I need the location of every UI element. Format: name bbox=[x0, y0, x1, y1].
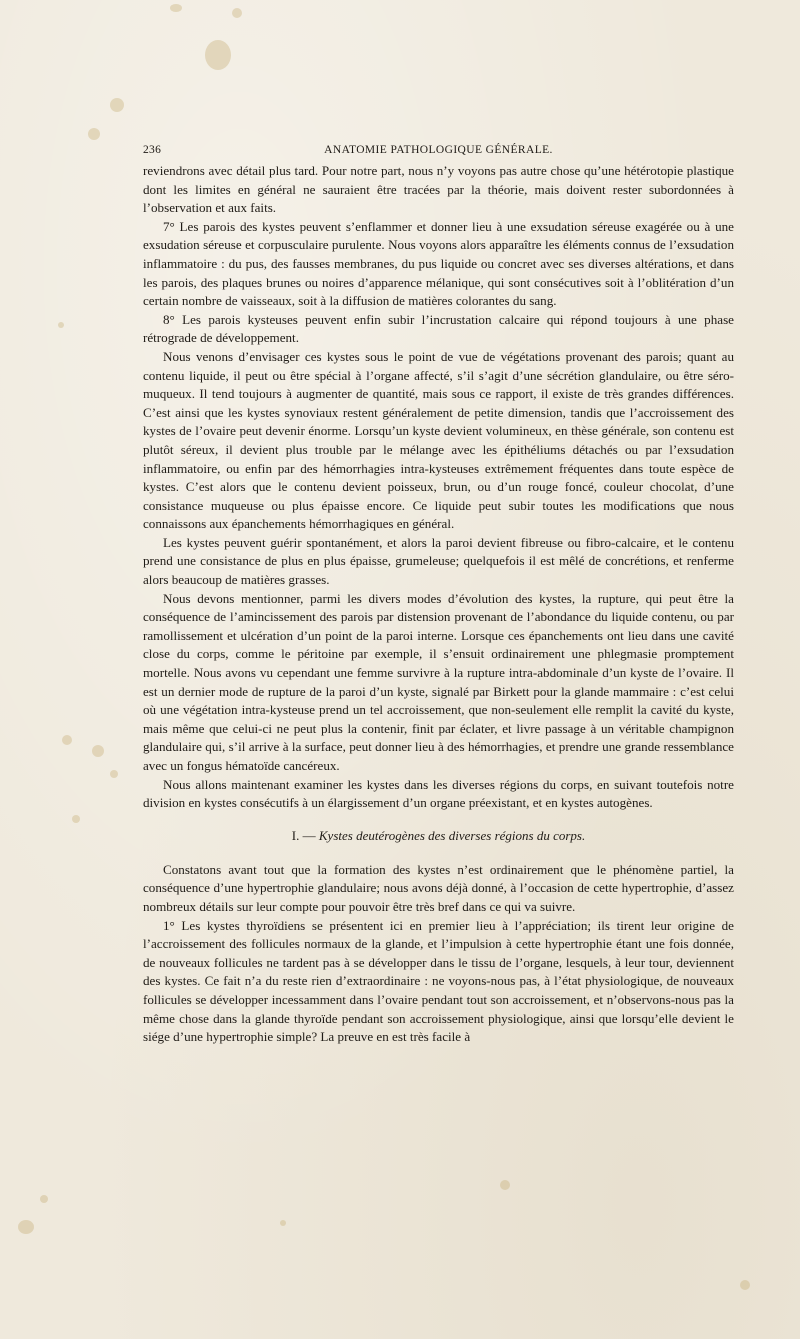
running-head: ANATOMIE PATHOLOGIQUE GÉNÉRALE. bbox=[324, 144, 553, 156]
section-heading bbox=[143, 813, 734, 861]
page-header bbox=[143, 144, 734, 160]
paper-stain bbox=[18, 1220, 34, 1234]
paragraph: 8° Les parois kysteuses peuvent enfin subir l’incrustation calcaire qui répond toujours à une phase rétrograde de développement. bbox=[143, 311, 734, 346]
paper-stain bbox=[88, 128, 100, 140]
paper-stain bbox=[62, 735, 72, 745]
paragraph: Constatons avant tout que la formation des kystes n’est ordinairement que le phénomène partiel, la conséquence d’une hypertrophie glandulaire; nous avons déjà donné, à l’occasion de cette hypertrophie, d’assez nombreux détails sur leur compte pour pouvoir être très bref dans ce qui va suivre. bbox=[143, 861, 734, 914]
paper-stain bbox=[500, 1180, 510, 1190]
paragraph: Nous allons maintenant examiner les kystes dans les diverses régions du corps, en suivant toutefois notre division en kystes consécutifs à un élargissement d’un organe préexistant, et en kystes autogènes. bbox=[143, 776, 734, 811]
page-number: 236 bbox=[143, 144, 162, 156]
body-text bbox=[143, 162, 734, 1047]
paper-stain bbox=[110, 770, 118, 778]
paragraph: 7° Les parois des kystes peuvent s’enflammer et donner lieu à une exsudation séreuse exagérée ou à une exsudation séreuse et corpusculaire purulente. Nous voyons alors apparaître les éléments connus de l’exsudation inflammatoire : du pus, des fausses membranes, du pus liquide ou concret avec ses diverses altérations, et dans les parois, des plaques brunes ou noires d’apparence mélanique, qui sont consécutives soit à l’oblitération d’un certain nombre de vaisseaux, soit à la diffusion de matières colorantes du sang. bbox=[143, 218, 734, 309]
paper-stain bbox=[72, 815, 80, 823]
paper-stain bbox=[170, 4, 182, 12]
paper-stain bbox=[58, 322, 64, 328]
paragraph: 1° Les kystes thyroïdiens se présentent ici en premier lieu à l’appréciation; ils tirent leur origine de l’accroissement des follicules normaux de la glande, et l’impulsion à cette hypertrophie étant une fois donnée, de nouveaux follicules ne tardent pas à se développer dans le tissu de l’organe, lesquels, à leur tour, deviennent des kystes. Ce fait n’a du reste rien d’extraordinaire : ne voyons-nous pas, à l’état physiologique, de nouveaux follicules se développer incessamment dans l’ovaire pendant tout son accroissement, et n’observons-nous pas la même chose dans la glande thyroïde pendant son accroissement physiologique, ainsi que lorsqu’elle devient le siége d’une hypertrophie simple? La preuve en est très facile à bbox=[143, 917, 734, 1045]
paragraph: reviendrons avec détail plus tard. Pour notre part, nous n’y voyons pas autre chose qu’une hétérotopie plastique dont les limites en général ne sauraient être tracées par la théorie, mais doivent rester subordonnées à l’observation et aux faits. bbox=[143, 163, 734, 216]
paper-stain bbox=[40, 1195, 48, 1203]
paper-stain bbox=[110, 98, 124, 112]
paragraph: Nous devons mentionner, parmi les divers modes d’évolution des kystes, la rupture, qui peut être la conséquence de l’amincissement des parois par distension provenant de l’abondance du liquide contenu, ou par ramollissement et ulcération d’un point de la paroi interne. Lorsque ces épanchements ont lieu dans une cavité close du corps, comme le péritoine par exemple, il s’ensuit ordinairement une phlegmasie promptement mortelle. Nous avons vu cependant une femme survivre à la rupture intra-abdominale d’un kyste de l’ovaire. Il est un dernier mode de rupture de la paroi d’un kyste, signalé par Birkett pour la glande mammaire : c’est celui où une végétation intra-kysteuse prend un tel accroissement, que non-seulement elle remplit la cavité du kyste, mais même que celui-ci ne peut plus la contenir, finit par éclater, et livre passage à un véritable champignon glandulaire qui, s’il arrive à la surface, peut donner lieu à des hémorrhagies, et prendre une grande ressemblance avec un fongus hématoïde cancéreux. bbox=[143, 590, 734, 773]
paper-stain bbox=[232, 8, 242, 18]
section-title: Kystes deutérogènes des diverses régions du corps. bbox=[318, 827, 586, 843]
paper-stain bbox=[740, 1280, 750, 1290]
paper-stain bbox=[92, 745, 104, 757]
paper-stain bbox=[280, 1220, 286, 1226]
section-number: I. — bbox=[291, 827, 316, 843]
paragraph: Les kystes peuvent guérir spontanément, et alors la paroi devient fibreuse ou fibro-calcaire, et le contenu prend une consistance de plus en plus épaisse, grumeleuse; quelquefois il est mêlé de concrétions, et renferme alors beaucoup de matières grasses. bbox=[143, 534, 734, 588]
paragraph: Nous venons d’envisager ces kystes sous le point de vue de végétations provenant des parois; quant au contenu liquide, il peut ou être spécial à l’organe affecté, s’il s’agit d’une sécrétion glandulaire, ou être séro-muqueux. Il tend toujours à augmenter de quantité, mais sous ce rapport, il existe de très grandes différences. C’est ainsi que les kystes synoviaux restent généralement de petite dimension, tandis que l’accroissement des kystes de l’ovaire peut devenir énorme. Lorsqu’un kyste devient volumineux, en thèse générale, son contenu est plutôt séreux, il devient plus trouble par le mélange avec les épithéliums détachés ou par l’exsudation inflammatoire, ou enfin par des hémorrhagies intra-kysteuses extrêmement fréquentes dans toute espèce de kystes. C’est alors que le contenu devient poisseux, brun, ou d’un rouge foncé, couleur chocolat, d’une consistance muqueuse ou plus épaisse encore. Ce liquide peut subir toutes les modifications que nous connaissons aux épanchements hémorrhagiques en général. bbox=[143, 348, 734, 532]
paper-stain bbox=[205, 40, 231, 70]
